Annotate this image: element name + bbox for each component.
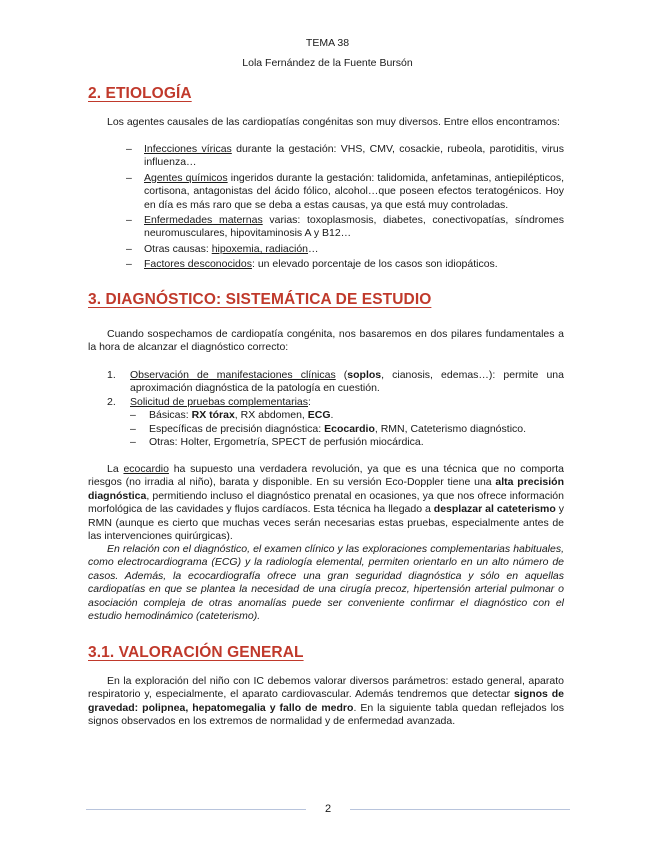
page-number: 2: [324, 803, 332, 815]
dash-bullet: –: [130, 436, 136, 449]
sublist-text: , RX abdomen,: [234, 409, 308, 422]
list-item-term: hipoxemia, radiación: [211, 242, 309, 255]
diagnostico-list: [107, 369, 564, 449]
sublist-text: Otras: Holter, Ergometría, SPECT de perfusión miocárdica.: [149, 436, 424, 449]
diagnostico-intro: Cuando sospechamos de cardiopatía congénita, nos basaremos en dos pilares fundamentales a la hora de alcanzar el diagnóstico correcto:: [88, 328, 564, 354]
list-item-text: : un elevado porcentaje de los casos son idiopáticos.: [251, 258, 498, 271]
list-item-text: :: [308, 395, 311, 408]
footer-rule-right: [350, 809, 570, 810]
etiologia-list: [126, 143, 564, 272]
list-item-text: varias: toxoplasmosis, diabetes, conectivopatías, síndromes neuromusculares, hipovitaminosis A y B12…: [144, 214, 564, 240]
italic-paragraph: En relación con el diagnóstico, el examen clínico y las exploraciones complementarias habituales, como electrocardiograma (ECG) y la radiología elemental, permiten orientarlo en un alto número de casos. Además, la ecocardiografía ofrece una gran seguridad diagnóstica y sólo en aquellas cardiopatías en que se plantea la necesidad de una cirugía precoz, hipertensión arterial pulmonar o asociación compleja de otras anomalías puede ser conveniente confirmar el diagnóstico con el estudio hemodinámico (cateterismo).: [88, 543, 564, 623]
sublist-item: [130, 436, 564, 449]
list-item: [126, 258, 564, 271]
section-heading-valoracion: 3.1. VALORACIÓN GENERAL: [88, 644, 304, 661]
footer-rule-left: [86, 809, 306, 810]
paragraph-text: ha supuesto una verdadera revolución, ya que es una técnica que no comporta riesgos (no irradia al niño), barata y disponible. En su versión Eco-Doppler tiene una: [88, 463, 564, 489]
list-item-lead: Otras causas:: [144, 242, 212, 255]
sublist-text: .: [330, 409, 334, 422]
sublist-bold: RX tórax: [191, 409, 235, 422]
dash-bullet: –: [126, 214, 132, 227]
etiologia-intro: Los agentes causales de las cardiopatías congénitas son muy diversos. Entre ellos encontramos:: [107, 116, 560, 128]
section-heading-etiologia: 2. ETIOLOGÍA: [88, 85, 192, 102]
paragraph-bold: alta precisión diagnóstica: [88, 476, 564, 502]
dash-bullet: –: [126, 258, 132, 271]
paragraph-text: En la exploración del niño con IC debemos valorar diversos parámetros: estado general, aparato respiratorio y, especialmente, el aparato cardiovascular. Además tendremos que detectar: [88, 675, 564, 701]
paragraph-term: ecocardio: [123, 463, 169, 475]
list-item-text: …: [308, 242, 319, 255]
ecocardio-paragraph: [88, 463, 564, 543]
dash-bullet: –: [126, 242, 132, 255]
list-item-text: ingeridos durante la gestación: talidomida, anfetaminas, antiepilépticos, cortisona, antagonistas del ácido fólico, alcohol…que poseen efectos teratogénicos. Hoy en día es más raro que se deba a estas causas, ya que está muy controladas.: [144, 171, 564, 211]
sublist-item: [130, 409, 564, 422]
paragraph-bold: desplazar al cateterismo: [433, 503, 556, 516]
list-item: [126, 143, 564, 170]
page-header-title: TEMA 38: [305, 37, 350, 49]
list-item-term: Agentes químicos: [144, 171, 228, 184]
sublist-text: Específicas de precisión diagnóstica:: [149, 422, 325, 435]
dash-bullet: –: [130, 422, 136, 435]
section-heading-diagnostico: 3. DIAGNÓSTICO: SISTEMÁTICA DE ESTUDIO: [88, 291, 432, 308]
sublist-text: , RMN, Cateterismo diagnóstico.: [374, 422, 527, 435]
list-item-term: Infecciones víricas: [144, 143, 232, 155]
paragraph-text: , permitiendo incluso el diagnóstico prenatal en ocasiones, ya que nos ofrece información morfológica de las cavidades y flujos cardíacos. Esta técnica ha llegado a: [88, 489, 564, 516]
list-item-text: , cianosis, edemas…): permite una aproximación diagnóstica de la patología en cuestión.: [130, 369, 564, 395]
valoracion-paragraph: [88, 675, 564, 729]
sublist-bold: Ecocardio: [324, 422, 375, 435]
paragraph-bold: signos de gravedad: polipnea, hepatomegalia y fallo de medro: [88, 688, 565, 714]
list-item-text: durante la gestación: VHS, CMV, cosackie, rubeola, parotiditis, virus influenza…: [144, 143, 565, 169]
list-item-term: Factores desconocidos: [144, 258, 252, 271]
list-item-text: (: [335, 369, 348, 381]
list-item: [126, 172, 564, 212]
list-item: [126, 243, 564, 256]
sublist-item: [130, 423, 564, 436]
list-item-term: Enfermedades maternas: [144, 214, 263, 227]
dash-bullet: –: [130, 409, 136, 422]
list-item-term: Solicitud de pruebas complementarias: [130, 395, 309, 408]
list-item: [126, 214, 564, 241]
sublist-bold: ECG: [307, 409, 331, 422]
paragraph-text: . En la siguiente tabla quedan reflejados los signos observados en los extremos de normalidad y de enfermedad avanzada.: [88, 701, 565, 728]
paragraph-text: La: [107, 463, 124, 475]
list-item-bold: soplos: [347, 369, 382, 381]
dash-bullet: –: [126, 171, 132, 184]
list-number: 1.: [107, 369, 116, 381]
list-number: 2.: [107, 395, 116, 408]
sublist-text: Básicas:: [149, 409, 192, 422]
paragraph-text: y RMN (aunque es cierto que muchas veces serán necesarias estas pruebas, especialmente antes de las intervenciones quirúrgicas).: [88, 503, 565, 543]
list-item-term: Observación de manifestaciones clínicas: [130, 369, 336, 381]
page-header-author: Lola Fernández de la Fuente Bursón: [242, 57, 413, 69]
list-item: [107, 396, 564, 450]
dash-bullet: –: [126, 143, 132, 155]
list-item: [107, 369, 564, 396]
